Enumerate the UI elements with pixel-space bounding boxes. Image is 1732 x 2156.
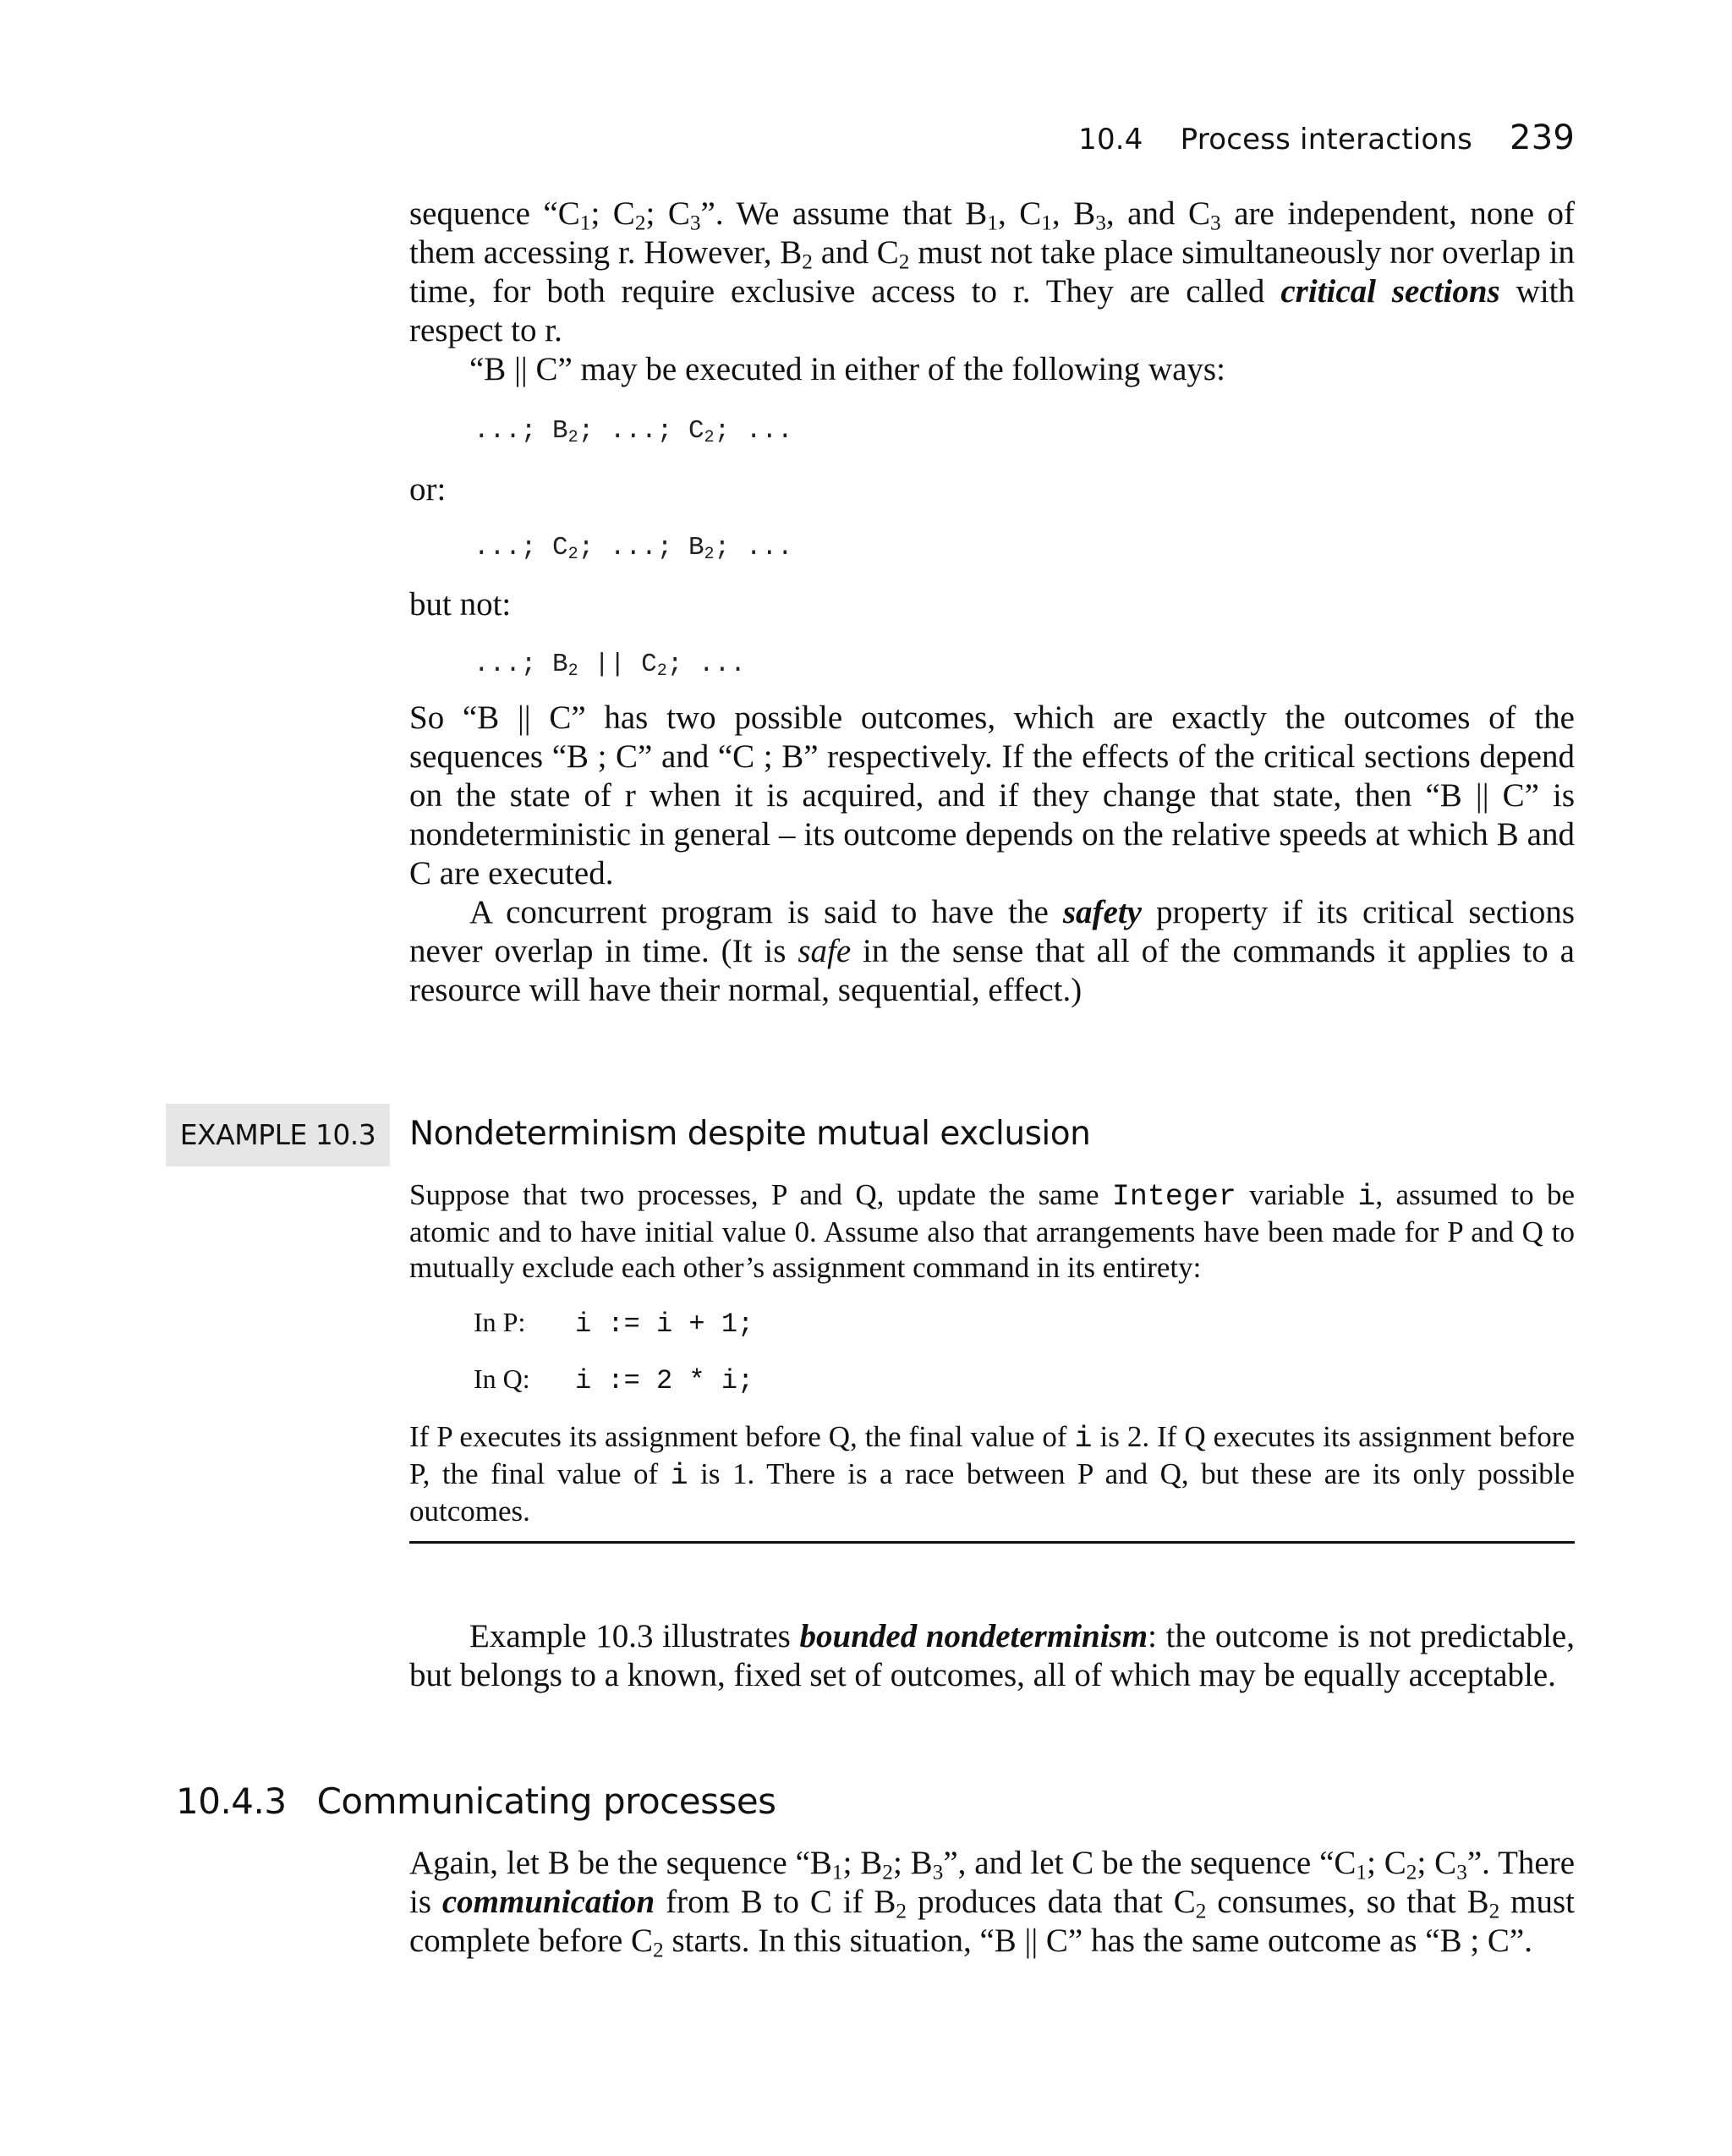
term-safety: safety	[1062, 894, 1142, 930]
example-code-q: In Q: i := 2 * i;	[474, 1363, 754, 1396]
term-bounded-nondeterminism: bounded nondeterminism	[799, 1618, 1148, 1654]
term-critical-sections: critical sections	[1280, 273, 1500, 310]
label-but-not: but not:	[409, 586, 512, 623]
term-communication: communication	[441, 1884, 655, 1920]
example-end-rule	[409, 1541, 1575, 1544]
paragraph-communication: Again, let B be the sequence “$B_1$; $B_2$; $B_3$”, and let C be the sequence “$C_1$; $C_2$; $C_3$”. There is communication from B to C if $B_2$ produces data that $C_2$ consumes, so that $B_2$ must complete before $C_2$ starts. In this situation, “B || C” has the same outcome as “B ; C”.	[409, 1845, 1576, 1962]
code-sequence-3: ...; $B_2$ || $C_2$; ...	[474, 650, 746, 682]
example-paragraph-2: If P executes its assignment before Q, the final value of i is 2. If Q executes its assignment before P, the final value of i is 1. There is a race between P and Q, but these are its only possible outcomes.	[409, 1420, 1575, 1528]
example-label: EXAMPLE 10.3	[166, 1104, 390, 1166]
section-title: Communicating processes	[316, 1780, 776, 1822]
paragraph-critical-sections: sequence “$C_1$; $C_2$; $C_3$”. We assume that $B_1$, $C_1$, $B_3$, and $C_3$ are independent, none of them accessing r. However, $B_2$ and $C_2$ must not take place simultaneously nor overlap in time, for both require exclusive access to r. They are called critical sections with respect to r.	[409, 195, 1576, 348]
running-head-section: 10.4	[1078, 123, 1143, 156]
example-title: Nondeterminism despite mutual exclusion	[409, 1115, 1091, 1153]
running-head-title: Process interactions	[1180, 123, 1473, 156]
example-code-p: In P: i := i + 1;	[474, 1307, 754, 1340]
code-sequence-1: ...; $B_2$; ...; $C_2$; ...	[474, 416, 793, 448]
section-number: 10.4.3	[176, 1780, 287, 1822]
paragraph-safety: A concurrent program is said to have the safety property if its critical sections never overlap in time. (It is safe in the sense that all of the commands it applies to a resource will have their normal, sequential, effect.)	[409, 894, 1575, 1008]
section-heading	[176, 1780, 776, 1822]
paragraph-outcomes: So “B || C” has two possible outcomes, which are exactly the outcomes of the sequences “B ; C” and “C ; B” respectively. If the effects of the critical sections depend on the state of r when it is acquired, and if they change that state, then “B || C” is nondeterministic in general – its outcome depends on the relative speeds at which B and C are executed.	[409, 699, 1575, 891]
paragraph-execution-ways: “B || C” may be executed in either of the following ways:	[469, 351, 1225, 387]
code-sequence-2: ...; $C_2$; ...; $B_2$; ...	[474, 533, 793, 565]
paragraph-bounded-nondeterminism: Example 10.3 illustrates bounded nondeterminism: the outcome is not predictable, but belongs to a known, fixed set of outcomes, all of which may be equally acceptable.	[409, 1618, 1575, 1693]
running-head	[1015, 118, 1575, 157]
label-or: or:	[409, 471, 447, 507]
example-paragraph-1: Suppose that two processes, P and Q, update the same Integer variable i, assumed to be atomic and to have initial value 0. Assume also that arrangements have been made for P and Q to mutually exclude each other’s assignment command in its entirety:	[409, 1178, 1576, 1284]
page-number: 239	[1510, 118, 1575, 157]
